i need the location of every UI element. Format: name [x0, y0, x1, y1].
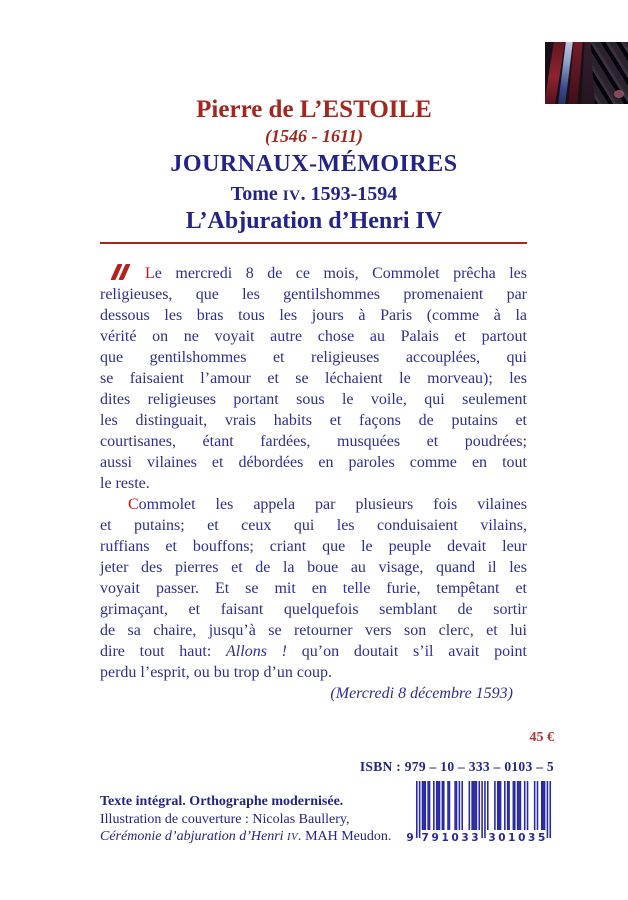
colophon-artwork-title [100, 828, 400, 847]
text-run: . 1593-1594 [300, 182, 398, 205]
paragraph [100, 263, 527, 494]
text-run: Tome [230, 182, 283, 205]
text-line [100, 473, 527, 494]
colophon-illustration-credit: Illustration de couverture : Nicolas Baullery, [100, 811, 350, 827]
text-run: e mercredi 8 de ce mois, Commolet prêcha les [154, 265, 527, 282]
colophon-block [100, 793, 400, 847]
svg-text:3: 3 [461, 832, 469, 844]
svg-text:9: 9 [406, 832, 414, 844]
text-run: de sa chaire, jusqu’à se retourner vers son clerc, et lui [100, 622, 527, 639]
excerpt-attribution: (Mercredi 8 décembre 1593) [330, 685, 513, 702]
text-run: IV [287, 832, 299, 843]
text-run: aussi vilaines et débordées en paroles comme en tout [100, 454, 527, 471]
opening-quote-icon [114, 264, 130, 281]
text-line [100, 557, 527, 578]
text-run: Allons ! [226, 643, 288, 660]
text-run: et putains; et ceux qui les conduisaient vilains, [100, 517, 527, 534]
text-line [100, 326, 527, 347]
excerpt-block [100, 263, 527, 704]
text-line [100, 536, 527, 557]
text-run: voyait passer. Et se mit en telle furie, tempêtant et [100, 580, 527, 597]
barcode-image [406, 781, 556, 849]
svg-text:3: 3 [528, 832, 536, 844]
svg-text:0: 0 [518, 832, 526, 844]
volume-line [0, 183, 628, 206]
author-dates: (1546 - 1611) [265, 126, 363, 146]
text-line [100, 347, 527, 368]
text-run: MAH Meudon. [305, 829, 392, 844]
author-name: Pierre de L’ESTOILE [196, 96, 432, 123]
text-run: C [128, 496, 139, 513]
divider-rule [100, 242, 527, 244]
text-line [100, 599, 527, 620]
text-line [100, 515, 527, 536]
excerpt-paragraphs [100, 263, 527, 683]
text-run: les distinguait, vrais habits et façons de putains et [100, 412, 527, 429]
text-line [100, 284, 527, 305]
text-line [100, 641, 527, 662]
text-run: grimaçant, et faisant quelquefois semblant de sortir [100, 601, 527, 618]
text-run: vérité on ne voyait autre chose au Palais et partout [100, 328, 527, 345]
text-run: ruffians et bouffons; criant que le peuple devait leur [100, 538, 527, 555]
text-run: qu’on doutait s’il avait point [287, 643, 527, 660]
text-line [100, 410, 527, 431]
text-run: . [298, 829, 306, 844]
text-run: Cérémonie d’abjuration d’Henri [100, 829, 288, 844]
text-run: se faisaient l’amour et se léchaient le morveau); les [100, 370, 527, 387]
text-run: dessous les bras tous les jours à Paris (comme à la [100, 307, 527, 324]
text-run: religieuses, que les gentilshommes promenaient par [100, 286, 527, 303]
isbn-label: ISBN : 979 – 10 – 333 – 0103 – 5 [359, 759, 554, 774]
text-line [100, 620, 527, 641]
text-line [100, 389, 527, 410]
text-line [100, 494, 527, 515]
price-label: 45 € [529, 730, 554, 745]
text-run: que gentilshommes et religieuses accouplées, qui [100, 349, 527, 366]
book-title: L’Abjuration d’Henri IV [185, 207, 443, 234]
svg-text:0: 0 [498, 832, 506, 844]
svg-text:1: 1 [508, 832, 516, 844]
title-block [0, 95, 628, 236]
text-run: ommolet les appela par plusieurs fois vilaines [138, 496, 527, 513]
text-run: L [145, 265, 155, 282]
paragraph [100, 494, 527, 683]
colophon-edition-note: Texte intégral. Orthographe modernisée. [100, 794, 344, 809]
svg-text:5: 5 [538, 832, 546, 844]
series-title: JOURNAUX-MÉMOIRES [170, 150, 458, 177]
svg-text:1: 1 [441, 832, 449, 844]
svg-text:3: 3 [488, 832, 496, 844]
text-run: jeter des pierres et de la boue au visage, quand il les [100, 559, 527, 576]
text-run: dites religieuses portant sous le voile, qui seulement [100, 391, 527, 408]
text-run: dire tout haut: [100, 643, 227, 660]
text-line [100, 305, 527, 326]
text-line [100, 578, 527, 599]
text-line [100, 368, 527, 389]
text-run: le reste. [100, 475, 150, 492]
text-run: IV [282, 186, 301, 204]
svg-text:0: 0 [451, 832, 459, 844]
svg-text:7: 7 [421, 832, 429, 844]
svg-text:9: 9 [431, 832, 439, 844]
text-line [100, 263, 527, 284]
text-run: courtisanes, étant fardées, musquées et poudrées; [100, 433, 527, 450]
text-run: perdu l’esprit, ou bu trop d’un coup. [100, 664, 332, 681]
text-line [100, 662, 527, 683]
svg-text:3: 3 [471, 832, 479, 844]
text-line [100, 452, 527, 473]
text-line [100, 431, 527, 452]
